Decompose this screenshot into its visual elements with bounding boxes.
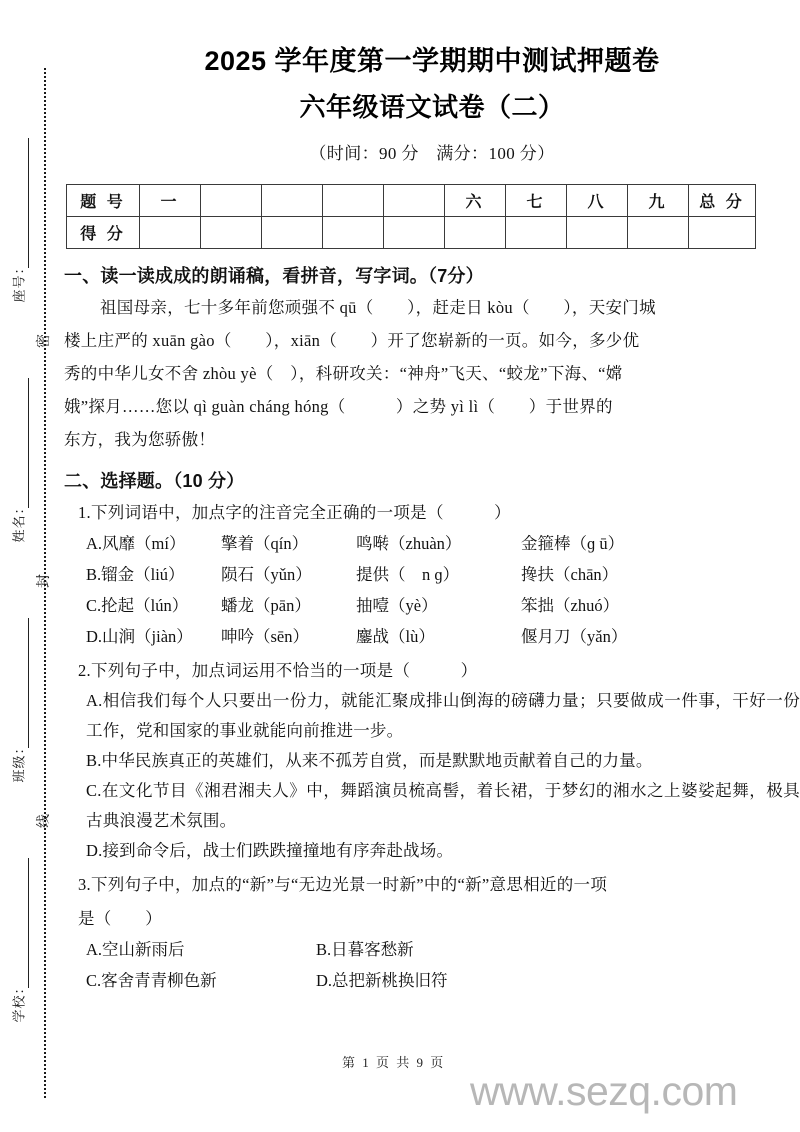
write-rule-1: [28, 138, 29, 268]
score-table-col-3: [262, 185, 323, 217]
q1-b-item-4: 搀扶（chān）: [521, 565, 619, 584]
exam-time-score-note: （时间：90 分 满分：100 分）: [309, 144, 555, 163]
q1-c-item-1: C.抡起（lún）: [86, 596, 189, 615]
q1-a-item-2: 擎着（qín）: [221, 534, 309, 553]
section-1-line-4: 娥”探月……您以 qì guàn cháng hóng（ ）之势 yì lì（ ）于世界的: [64, 397, 613, 416]
q1-d-item-2: 呻吟（sēn）: [221, 627, 309, 646]
score-cell-8[interactable]: [567, 217, 628, 249]
field-label-name: 姓名：: [11, 500, 27, 543]
question-3-option-row-2: [86, 965, 800, 996]
seal-char-xian: 线: [37, 814, 52, 828]
score-table-col-1: 一: [140, 185, 201, 217]
score-cell-1[interactable]: [140, 217, 201, 249]
score-table-col-total: 总 分: [689, 185, 756, 217]
question-1-stem: 1.下列词语中，加点字的注音完全正确的一项是（ ）: [78, 503, 511, 522]
q1-c-item-3: 抽噎（yè）: [356, 596, 438, 615]
field-label-seat-number: 座号：: [11, 260, 27, 303]
score-cell-9[interactable]: [628, 217, 689, 249]
seal-char-feng: 封: [37, 574, 52, 588]
score-table-header-question: 题 号: [67, 185, 140, 217]
page-title: 2025 学年度第一学期期中测试押题卷: [204, 46, 660, 76]
score-table-col-7: 七: [506, 185, 567, 217]
score-table-col-4: [323, 185, 384, 217]
score-cell-3[interactable]: [262, 217, 323, 249]
q1-c-item-2: 蟠龙（pān）: [221, 596, 311, 615]
question-2-option-a[interactable]: A.相信我们每个人只要出一份力，就能汇聚成排山倒海的磅礴力量；只要做成一件事，干好一份工作，党和国家的事业就能向前推进一步。: [86, 691, 800, 740]
section-1-line-2: 楼上庄严的 xuān gào（ ），xiān（ ）开了您崭新的一页。如今，多少优: [64, 331, 640, 350]
score-table-col-9: 九: [628, 185, 689, 217]
q1-d-item-1: D.山涧（jiàn）: [86, 627, 193, 646]
question-3-stem-line-2: 是（ ）: [78, 909, 162, 928]
table-row-scores: [67, 217, 756, 249]
q1-b-item-1: B.镏金（liú）: [86, 565, 185, 584]
score-table-col-5: [384, 185, 445, 217]
score-cell-6[interactable]: [445, 217, 506, 249]
section-1-line-3: 秀的中华儿女不舍 zhòu yè（ ），科研攻关：“神舟”飞天、“蛟龙”下海、“嫦: [64, 364, 623, 383]
question-2-option-d[interactable]: D.接到命令后，战士们跌跌撞撞地有序奔赴战场。: [86, 841, 454, 860]
score-cell-5[interactable]: [384, 217, 445, 249]
section-heading-2: 二、选择题。（10 分）: [64, 471, 245, 491]
question-1-option-d[interactable]: [86, 621, 800, 652]
question-3-option-c[interactable]: C.客舍青青柳色新: [86, 971, 217, 990]
seal-char-mi: 密: [37, 334, 52, 348]
q1-a-item-3: 鸣啭（zhuàn）: [356, 534, 462, 553]
score-cell-2[interactable]: [201, 217, 262, 249]
page-subtitle-grade: 六年级语文试卷（二）: [299, 92, 565, 122]
question-3-option-row-1: [86, 934, 800, 965]
q1-d-item-3: 鏖战（lù）: [356, 627, 435, 646]
score-cell-7[interactable]: [506, 217, 567, 249]
question-3-option-d[interactable]: D.总把新桃换旧符: [316, 971, 448, 990]
q1-b-item-2: 陨石（yǔn）: [221, 565, 312, 584]
section-heading-1: 一、读一读成成的朗诵稿，看拼音，写字词。（7分）: [64, 266, 484, 286]
score-table-header-score: 得 分: [67, 217, 140, 249]
section-1-line-5: 东方，我为您骄傲！: [64, 430, 216, 449]
q1-d-item-4: 偃月刀（yǎn）: [521, 627, 628, 646]
watermark: www.sezq.com: [470, 1068, 738, 1114]
question-3-stem: 3.下列句子中，加点的“新”与“无边光景一时新”中的“新”意思相近的一项: [78, 875, 608, 894]
score-cell-4[interactable]: [323, 217, 384, 249]
question-1-option-b[interactable]: [86, 559, 800, 590]
binding-margin: [0, 0, 64, 1132]
q1-c-item-4: 笨拙（zhuó）: [521, 596, 620, 615]
q1-a-item-4: 金箍棒（ɡ ū）: [521, 534, 625, 553]
question-1-option-c[interactable]: [86, 590, 800, 621]
question-1-option-a[interactable]: [86, 528, 800, 559]
q1-a-item-1: A.风靡（mí）: [86, 534, 186, 553]
field-label-class: 班级：: [11, 740, 27, 783]
q1-b-item-3: 提供（ n ɡ）: [356, 565, 460, 584]
score-table-col-8: 八: [567, 185, 628, 217]
field-label-school: 学校：: [11, 980, 27, 1023]
page-number-footer: 第 1 页 共 9 页: [342, 1055, 446, 1070]
score-table: [66, 184, 756, 249]
score-table-col-2: [201, 185, 262, 217]
write-rule-3: [28, 618, 29, 748]
write-rule-2: [28, 378, 29, 508]
question-2-option-c[interactable]: C.在文化节目《湘君湘夫人》中，舞蹈演员梳高髻，着长裙，于梦幻的湘水之上婆娑起舞，极具古典浪漫艺术氛围。: [86, 781, 800, 830]
score-table-col-6: 六: [445, 185, 506, 217]
question-2-stem: 2.下列句子中，加点词运用不恰当的一项是（ ）: [78, 661, 478, 680]
question-3-option-a[interactable]: A.空山新雨后: [86, 940, 185, 959]
score-cell-total[interactable]: [689, 217, 756, 249]
question-3-option-b[interactable]: B.日暮客愁新: [316, 940, 414, 959]
write-rule-4: [28, 858, 29, 988]
question-2-option-b[interactable]: B.中华民族真正的英雄们，从来不孤芳自赏，而是默默地贡献着自己的力量。: [86, 751, 653, 770]
section-1-line-1: 祖国母亲，七十多年前您顽强不 qū（ ），赶走日 kòu（ ），天安门城: [100, 298, 656, 317]
page-content: [64, 0, 800, 1132]
table-row-question-numbers: [67, 185, 756, 217]
